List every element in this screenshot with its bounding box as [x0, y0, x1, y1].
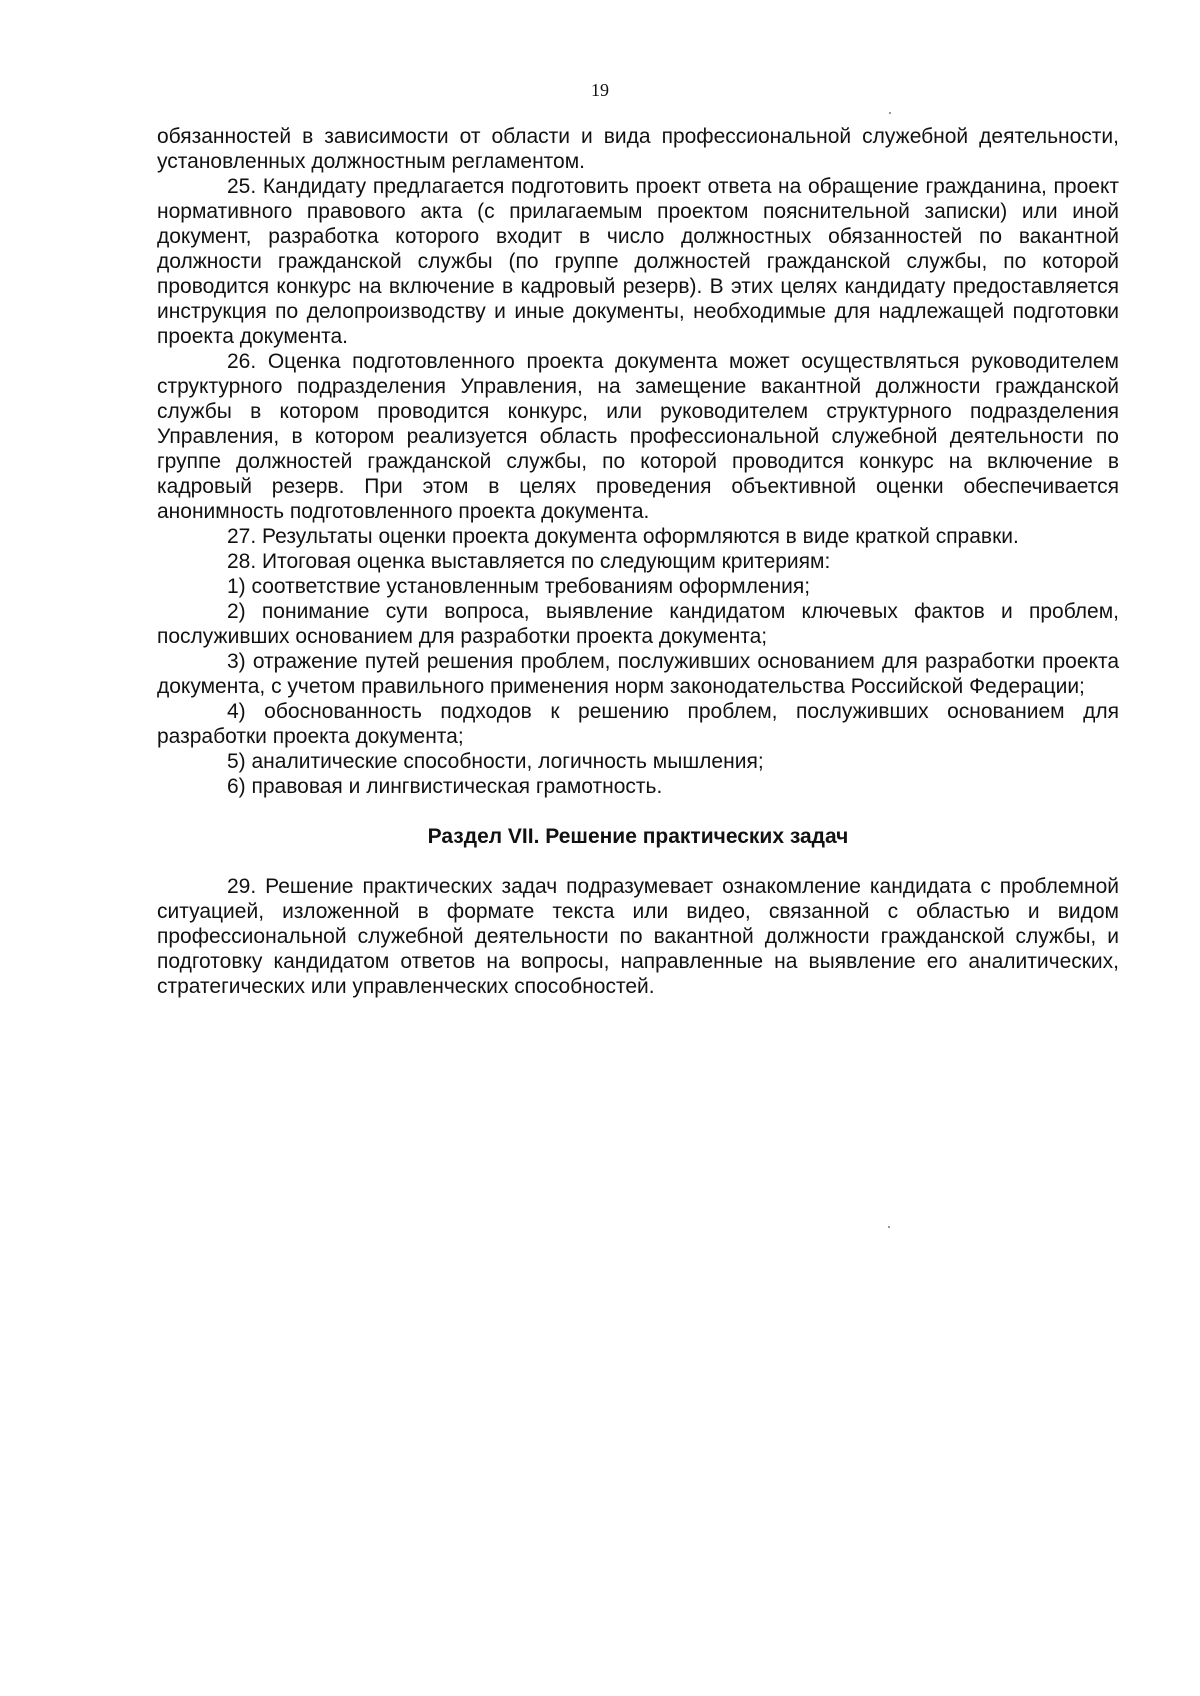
criterion-2: 2) понимание сути вопроса, выявление кандидатом ключевых фактов и проблем, послуживших основанием для разработки проекта документа;	[157, 600, 1119, 648]
paragraph-27: 27. Результаты оценки проекта документа оформляются в виде краткой справки.	[227, 525, 1019, 548]
criterion-4: 4) обоснованность подходов к решению проблем, послуживших основанием для разработки проекта документа;	[157, 700, 1119, 748]
scan-speck	[888, 1226, 890, 1228]
paragraph-continuation: обязанностей в зависимости от области и вида профессиональной служебной деятельности, установленных должностным регламентом.	[157, 125, 1119, 173]
document-body	[157, 124, 1119, 999]
paragraph-29: 29. Решение практических задач подразумевает ознакомление кандидата с проблемной ситуацией, изложенной в формате текста или видео, связанной с областью и видом профессиональной служебной деятельности по вакантной должности гражданской службы, и подготовку кандидатом ответов на вопросы, направленные на выявление его аналитических, стратегических или управленческих способностей.	[157, 875, 1119, 998]
criterion-5: 5) аналитические способности, логичность мышления;	[227, 750, 764, 773]
scan-speck	[889, 112, 891, 114]
criterion-3: 3) отражение путей решения проблем, послуживших основанием для разработки проекта документа, с учетом правильного применения норм законодательства Российской Федерации;	[157, 650, 1119, 698]
criterion-6: 6) правовая и лингвистическая грамотность.	[227, 775, 663, 798]
paragraph-26: 26. Оценка подготовленного проекта документа может осуществляться руководителем структурного подразделения Управления, на замещение вакантной должности гражданской службы в котором проводится конкурс, или руководителем структурного подразделения Управления, в котором реализуется область профессиональной служебной деятельности по группе должностей гражданской службы, по которой проводится конкурс на включение в кадровый резерв. При этом в целях проведения объективной оценки обеспечивается анонимность подготовленного проекта документа.	[157, 350, 1119, 523]
criterion-1: 1) соответствие установленным требованиям оформления;	[227, 575, 811, 598]
paragraph-28: 28. Итоговая оценка выставляется по следующим критериям:	[227, 550, 831, 573]
paragraph-25: 25. Кандидату предлагается подготовить проект ответа на обращение гражданина, проект нормативного правового акта (с прилагаемым проектом пояснительной записки) или иной документ, разработка которого входит в число должностных обязанностей по вакантной должности гражданской службы (по группе должностей гражданской службы, по которой проводится конкурс на включение в кадровый резерв). В этих целях кандидату предоставляется инструкция по делопроизводству и иные документы, необходимые для надлежащей подготовки проекта документа.	[157, 175, 1119, 348]
section-heading: Раздел VII. Решение практических задач	[427, 825, 849, 848]
page-number: 19	[591, 80, 609, 100]
